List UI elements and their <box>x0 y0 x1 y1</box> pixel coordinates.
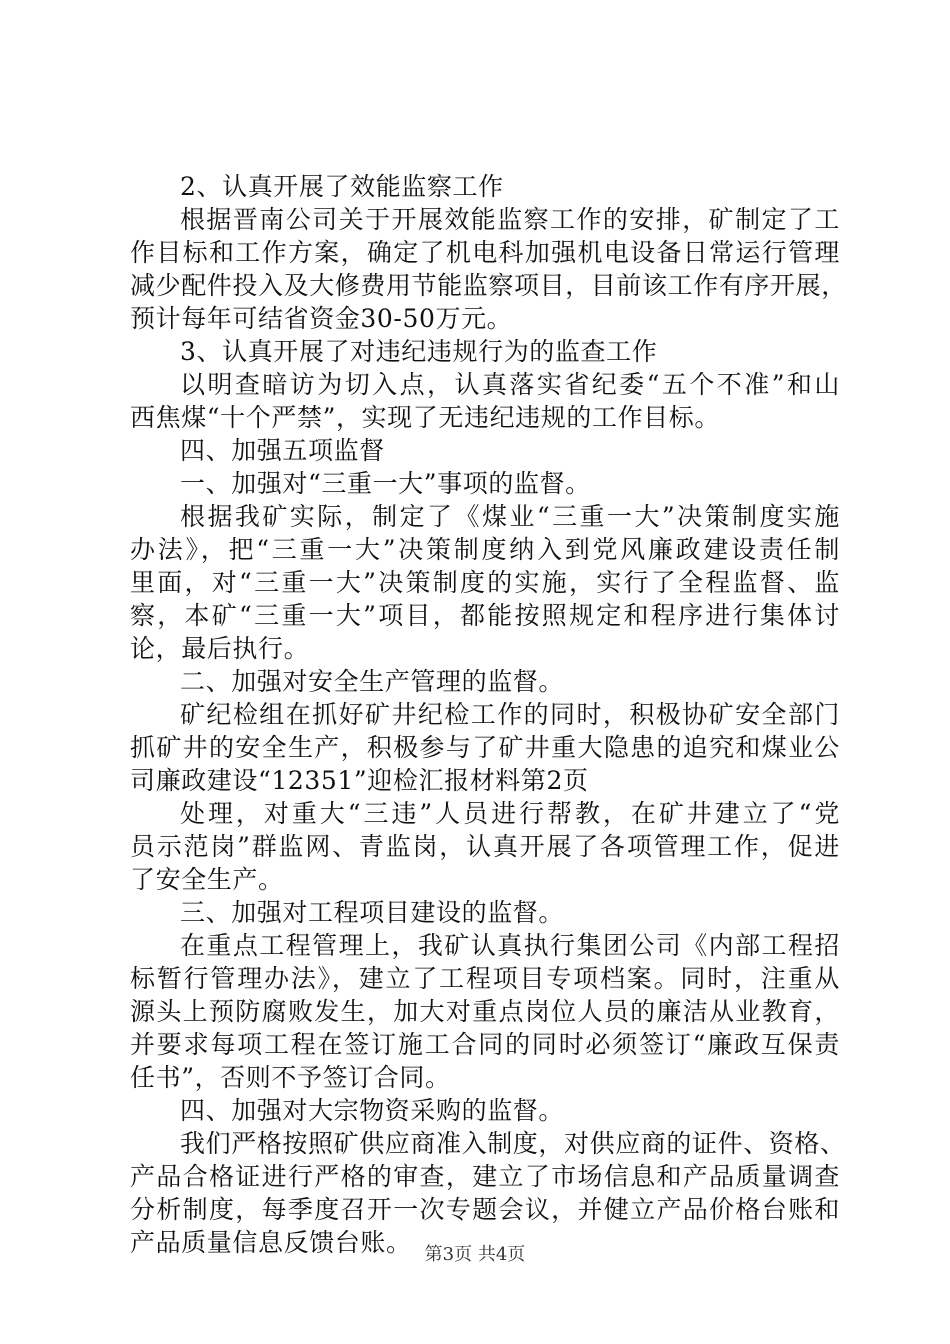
heading-violation-inspection: 3、认真开展了对违纪违规行为的监查工作 <box>180 337 658 366</box>
heading-efficiency-supervision: 2、认真开展了效能监察工作 <box>180 172 504 201</box>
paragraph-line: 办法》，把“三重一大”决策制度纳入到党风廉政建设责任制 <box>130 535 840 564</box>
subheading-safety-production: 二、加强对安全生产管理的监督。 <box>180 667 565 696</box>
paragraph-line: 预计每年可结省资金30-50万元。 <box>130 304 513 333</box>
paragraph-line: 了安全生产。 <box>130 865 284 894</box>
paragraph-line: 论，最后执行。 <box>130 634 310 663</box>
subheading-material-procurement: 四、加强对大宗物资采购的监督。 <box>180 1096 565 1125</box>
paragraph-line: 作目标和工作方案，确定了机电科加强机电设备日常运行管理 <box>130 238 840 267</box>
paragraph-line: 抓矿井的安全生产，积极参与了矿井重大隐患的追究和煤业公 <box>130 733 840 762</box>
paragraph-line: 我们严格按照矿供应商准入制度，对供应商的证件、资格、 <box>180 1129 846 1158</box>
paragraph-line: 西焦煤“十个严禁”，实现了无违纪违规的工作目标。 <box>130 403 720 432</box>
heading-five-supervisions: 四、加强五项监督 <box>180 436 385 465</box>
paragraph-line: 分析制度，每季度召开一次专题会议，并健立产品价格台账和 <box>130 1195 840 1224</box>
paragraph-line: 源头上预防腐败发生，加大对重点岗位人员的廉洁从业教育， <box>130 997 840 1026</box>
subheading-three-important-one-large: 一、加强对“三重一大”事项的监督。 <box>180 469 591 498</box>
paragraph-line: 减少配件投入及大修费用节能监察项目，目前该工作有序开展， <box>130 271 847 300</box>
paragraph-line: 在重点工程管理上，我矿认真执行集团公司《内部工程招 <box>180 931 840 960</box>
paragraph-line: 根据晋南公司关于开展效能监察工作的安排，矿制定了工 <box>180 205 840 234</box>
document-body <box>130 170 847 1259</box>
paragraph-line: 司廉政建设“12351”迎检汇报材料第2页 <box>130 766 589 795</box>
paragraph-line: 处理，对重大“三违”人员进行帮教，在矿井建立了“党 <box>180 799 840 828</box>
paragraph-line: 以明查暗访为切入点，认真落实省纪委“五个不准”和山 <box>180 370 840 399</box>
paragraph-line: 察，本矿“三重一大”项目，都能按照规定和程序进行集体讨 <box>130 601 840 630</box>
paragraph-line: 产品质量信息反馈台账。 <box>130 1228 412 1257</box>
paragraph-line: 标暂行管理办法》，建立了工程项目专项档案。同时，注重从 <box>130 964 840 993</box>
paragraph-line: 里面，对“三重一大”决策制度的实施，实行了全程监督、监 <box>130 568 840 597</box>
paragraph-line: 根据我矿实际，制定了《煤业“三重一大”决策制度实施 <box>180 502 840 531</box>
subheading-project-construction: 三、加强对工程项目建设的监督。 <box>180 898 565 927</box>
paragraph-line: 任书”，否则不予签订合同。 <box>130 1063 451 1092</box>
paragraph-line: 并要求每项工程在签订施工合同的同时必须签订“廉政互保责 <box>130 1030 840 1059</box>
paragraph-line: 员示范岗”群监网、青监岗，认真开展了各项管理工作，促进 <box>130 832 840 861</box>
paragraph-line: 产品合格证进行严格的审查，建立了市场信息和产品质量调查 <box>130 1162 840 1191</box>
paragraph-line: 矿纪检组在抓好矿井纪检工作的同时，积极协矿安全部门 <box>180 700 840 729</box>
page-number-footer: 第3页 共4页 <box>424 1244 526 1265</box>
